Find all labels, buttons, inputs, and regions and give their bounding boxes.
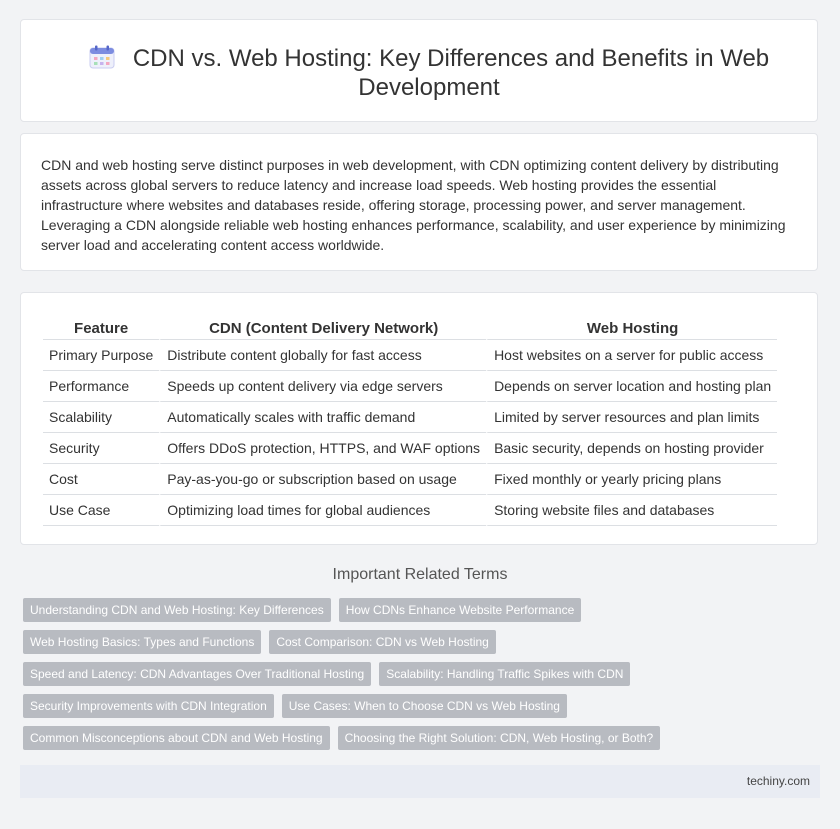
table-row: [43, 495, 777, 526]
table-cell-web-hosting: Depends on server location and hosting plan: [486, 371, 777, 402]
table-header-row: [43, 315, 777, 340]
related-term-tag[interactable]: Use Cases: When to Choose CDN vs Web Hosting: [282, 694, 567, 718]
column-header-cdn: CDN (Content Delivery Network): [159, 315, 486, 340]
table-cell-feature: Security: [43, 433, 159, 464]
table-cell-cdn: Automatically scales with traffic demand: [159, 402, 486, 433]
table-cell-feature: Cost: [43, 464, 159, 495]
table-cell-feature: Performance: [43, 371, 159, 402]
table-cell-feature: Use Case: [43, 495, 159, 526]
table-cell-feature: Scalability: [43, 402, 159, 433]
related-term-tag[interactable]: How CDNs Enhance Website Performance: [339, 598, 582, 622]
tag-row: [23, 598, 803, 622]
related-term-tag[interactable]: Web Hosting Basics: Types and Functions: [23, 630, 261, 654]
title-card: [20, 19, 818, 122]
table-cell-web-hosting: Storing website files and databases: [486, 495, 777, 526]
calendar-icon: [89, 45, 115, 69]
related-term-tag[interactable]: Security Improvements with CDN Integration: [23, 694, 274, 718]
intro-paragraph: CDN and web hosting serve distinct purposes in web development, with CDN optimizing content delivery by distributing assets across global servers to reduce latency and increase load speeds. Web hosting provides the essential infrastructure where websites and databases reside, offering storage, processing power, and server management. Leveraging a CDN alongside reliable web hosting enhances performance, scalability, and user experience by minimizing server load and accelerating content access worldwide.: [41, 157, 786, 253]
related-term-tag[interactable]: Speed and Latency: CDN Advantages Over Traditional Hosting: [23, 662, 371, 686]
table-row: [43, 402, 777, 433]
comparison-card: [20, 292, 818, 545]
table-cell-web-hosting: Limited by server resources and plan limits: [486, 402, 777, 433]
table-cell-cdn: Offers DDoS protection, HTTPS, and WAF options: [159, 433, 486, 464]
table-cell-web-hosting: Basic security, depends on hosting provider: [486, 433, 777, 464]
related-term-tag[interactable]: Cost Comparison: CDN vs Web Hosting: [269, 630, 496, 654]
page-title: CDN vs. Web Hosting: Key Differences and Benefits in Web Development: [132, 45, 770, 101]
table-row: [43, 340, 777, 371]
table-cell-feature: Primary Purpose: [43, 340, 159, 371]
page-title-wrap: [81, 44, 777, 102]
table-cell-cdn: Pay-as-you-go or subscription based on usage: [159, 464, 486, 495]
tag-row: [23, 726, 803, 750]
related-term-tag[interactable]: Scalability: Handling Traffic Spikes with CDN: [379, 662, 630, 686]
footer-site-link[interactable]: techiny.com: [746, 774, 810, 788]
column-header-feature: Feature: [43, 315, 159, 340]
table-cell-cdn: Optimizing load times for global audiences: [159, 495, 486, 526]
tag-row: [23, 630, 803, 654]
tag-row: [23, 662, 803, 686]
column-header-web-hosting: Web Hosting: [486, 315, 777, 340]
table-cell-cdn: Speeds up content delivery via edge servers: [159, 371, 486, 402]
table-row: [43, 464, 777, 495]
related-terms-heading: Important Related Terms: [332, 566, 508, 583]
table-cell-cdn: Distribute content globally for fast access: [159, 340, 486, 371]
related-terms-list: [23, 598, 803, 758]
related-term-tag[interactable]: Choosing the Right Solution: CDN, Web Hosting, or Both?: [338, 726, 661, 750]
table-cell-web-hosting: Fixed monthly or yearly pricing plans: [486, 464, 777, 495]
related-term-tag[interactable]: Understanding CDN and Web Hosting: Key Differences: [23, 598, 331, 622]
tag-row: [23, 694, 803, 718]
intro-card: [20, 133, 818, 271]
table-cell-web-hosting: Host websites on a server for public access: [486, 340, 777, 371]
table-row: [43, 433, 777, 464]
footer-bar: [20, 765, 820, 798]
table-row: [43, 371, 777, 402]
related-term-tag[interactable]: Common Misconceptions about CDN and Web Hosting: [23, 726, 330, 750]
comparison-table: [43, 315, 777, 526]
